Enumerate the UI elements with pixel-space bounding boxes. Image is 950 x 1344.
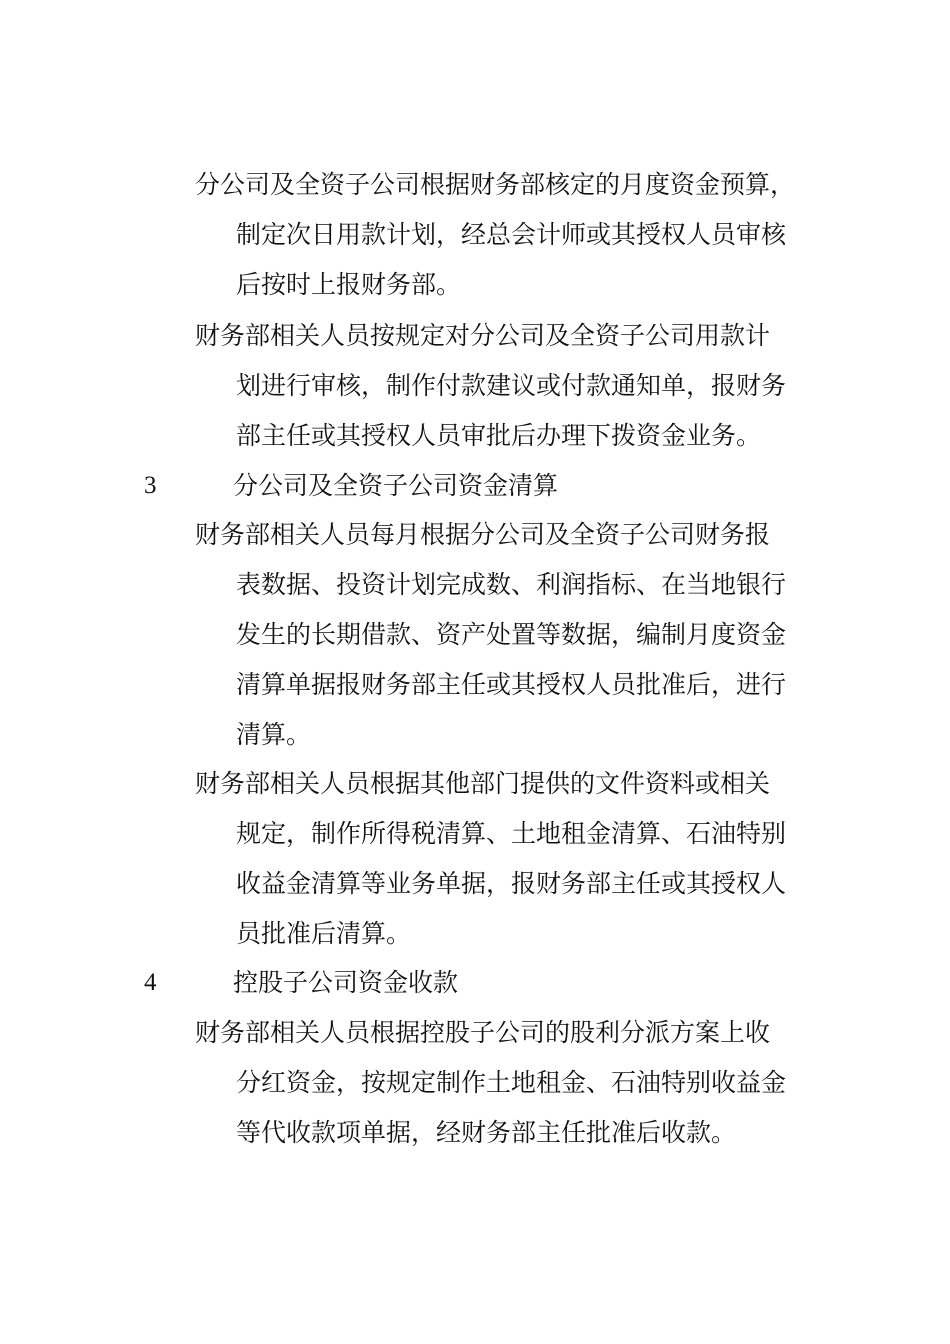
paragraph-line: 财务部相关人员根据其他部门提供的文件资料或相关 [195, 769, 771, 798]
paragraph-line: 清算。 [236, 720, 312, 749]
section-number: 3 [144, 472, 157, 499]
paragraph-line: 规定，制作所得税清算、土地租金清算、石油特别 [236, 819, 787, 848]
section-title: 分公司及全资子公司资金清算 [233, 471, 559, 500]
paragraph-tax-clearing [195, 759, 805, 959]
paragraph-line: 员批准后清算。 [236, 919, 412, 948]
paragraph-line: 部主任或其授权人员审批后办理下拨资金业务。 [236, 421, 762, 450]
paragraph-dividend-collection [195, 1008, 805, 1158]
paragraph-line: 清算单据报财务部主任或其授权人员批准后，进行 [236, 670, 787, 699]
paragraph-line: 财务部相关人员根据控股子公司的股利分派方案上收 [195, 1018, 771, 1047]
paragraph-line: 表数据、投资计划完成数、利润指标、在当地银行 [236, 570, 787, 599]
paragraph-line: 后按时上报财务部。 [236, 270, 462, 299]
paragraph-monthly-budget [195, 160, 805, 310]
paragraph-line: 分公司及全资子公司根据财务部核定的月度资金预算， [195, 170, 796, 199]
paragraph-line: 分红资金，按规定制作土地租金、石油特别收益金 [236, 1068, 787, 1097]
paragraph-monthly-clearing [195, 510, 805, 760]
paragraph-line: 财务部相关人员每月根据分公司及全资子公司财务报 [195, 520, 771, 549]
paragraph-line: 财务部相关人员按规定对分公司及全资子公司用款计 [195, 321, 771, 350]
paragraph-line: 收益金清算等业务单据，报财务部主任或其授权人 [236, 869, 787, 898]
section-number: 4 [144, 969, 157, 996]
section-title: 控股子公司资金收款 [233, 968, 459, 997]
paragraph-line: 制定次日用款计划，经总会计师或其授权人员审核 [236, 220, 787, 249]
paragraph-payment-review [195, 311, 805, 461]
paragraph-line: 发生的长期借款、资产处置等数据，编制月度资金 [236, 620, 787, 649]
paragraph-line: 划进行审核，制作付款建议或付款通知单，报财务 [236, 371, 787, 400]
paragraph-line: 等代收款项单据，经财务部主任批准后收款。 [236, 1118, 737, 1147]
